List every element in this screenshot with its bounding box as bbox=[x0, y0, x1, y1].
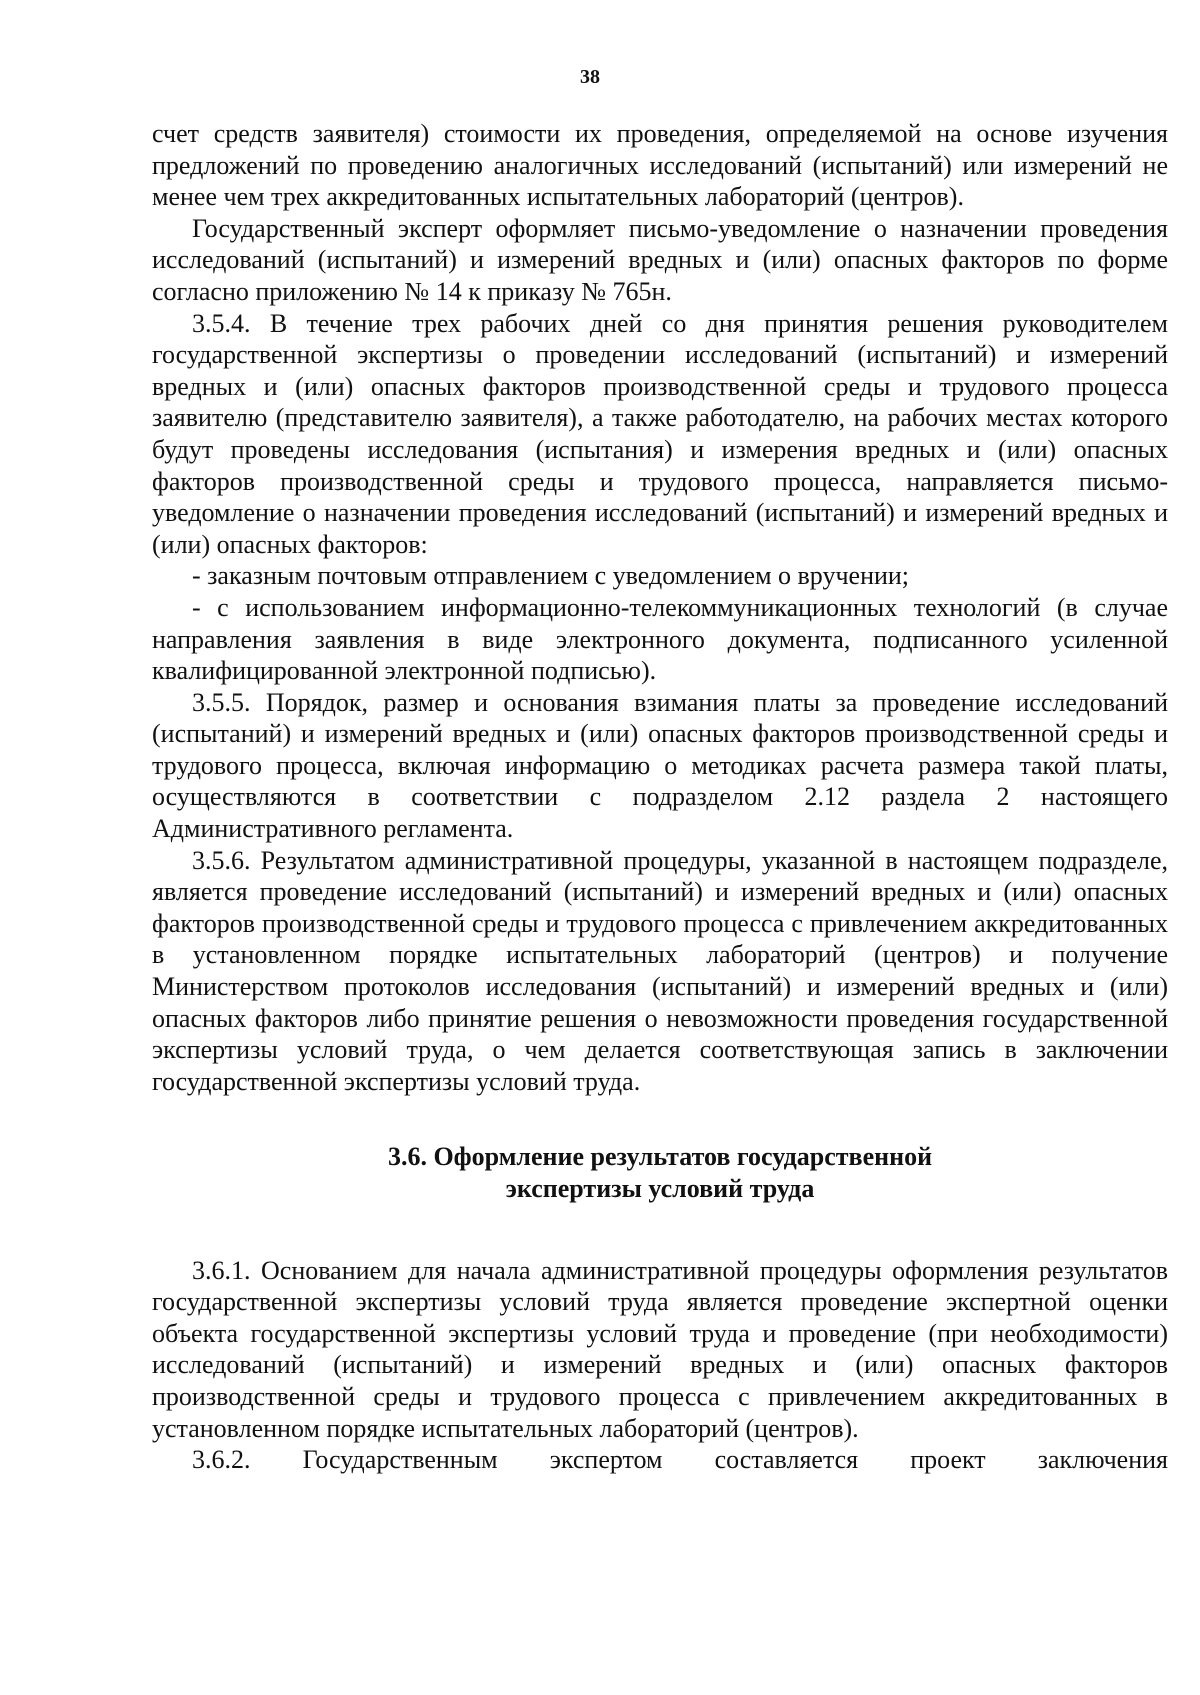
paragraph-notification-letter: Государственный эксперт оформляет письмо-уведомление о назначении проведения исследований (испытаний) и измерений вредных и (или) опасных факторов по форме согласно приложению № 14 к приказу № 765н. bbox=[152, 213, 1168, 306]
paragraph-3-6-2: 3.6.2. Государственным экспертом составляется проект заключения bbox=[192, 1445, 1168, 1475]
document-body bbox=[152, 118, 1168, 1476]
section-heading-3-6 bbox=[152, 1141, 1168, 1204]
section-heading-line-2: экспертизы условий труда bbox=[505, 1174, 815, 1203]
page-number: 38 bbox=[580, 66, 600, 88]
paragraph-cost-continuation: счет средств заявителя) стоимости их проведения, определяемой на основе изучения предложений по проведению аналогичных исследований (испытаний) или измерений не менее чем трех аккредитованных испытательных лабораторий (центров). bbox=[152, 119, 1168, 212]
paragraph-3-5-5: 3.5.5. Порядок, размер и основания взимания платы за проведение исследований (испытаний) и измерений вредных и (или) опасных факторов производственной среды и трудового процесса, включая информацию о методиках расчета размера такой платы, осуществляются в соответствии с подразделом 2.12 раздела 2 настоящего Административного регламента. bbox=[152, 687, 1168, 844]
list-item-registered-mail: - заказным почтовым отправлением с уведомлением о вручении; bbox=[192, 561, 910, 591]
paragraph-3-6-1: 3.6.1. Основанием для начала административной процедуры оформления результатов государственной экспертизы условий труда является проведение экспертной оценки объекта государственной экспертизы условий труда и проведение (при необходимости) исследований (испытаний) и измерений вредных и (или) опасных факторов производственной среды и трудового процесса с привлечением аккредитованных в установленном порядке испытательных лабораторий (центров). bbox=[152, 1255, 1168, 1443]
section-heading-line-1: 3.6. Оформление результатов государственной bbox=[387, 1142, 933, 1172]
list-item-telecom-technologies: - с использованием информационно-телекоммуникационных технологий (в случае направления заявления в виде электронного документа, подписанного усиленной квалифицированной электронной подписью). bbox=[152, 592, 1168, 686]
paragraph-3-5-6: 3.5.6. Результатом административной процедуры, указанной в настоящем подразделе, является проведение исследований (испытаний) и измерений вредных и (или) опасных факторов производственной среды и трудового процесса с привлечением аккредитованных в установленном порядке испытательных лабораторий (центров) и получение Министерством протоколов исследования (испытаний) и измерений вредных и (или) опасных факторов либо принятие решения о невозможности проведения государственной экспертизы условий труда, о чем делается соответствующая запись в заключении государственной экспертизы условий труда. bbox=[152, 845, 1168, 1096]
paragraph-3-5-4: 3.5.4. В течение трех рабочих дней со дня принятия решения руководителем государственной экспертизы о проведении исследований (испытаний) и измерений вредных и (или) опасных факторов производственной среды и трудового процесса заявителю (представителю заявителя), а также работодателю, на рабочих местах которого будут проведены исследования (испытания) и измерения вредных и (или) опасных факторов производственной среды и трудового процесса, направляется письмо-уведомление о назначении проведения исследований (испытаний) и измерений вредных и (или) опасных факторов: bbox=[152, 308, 1168, 559]
